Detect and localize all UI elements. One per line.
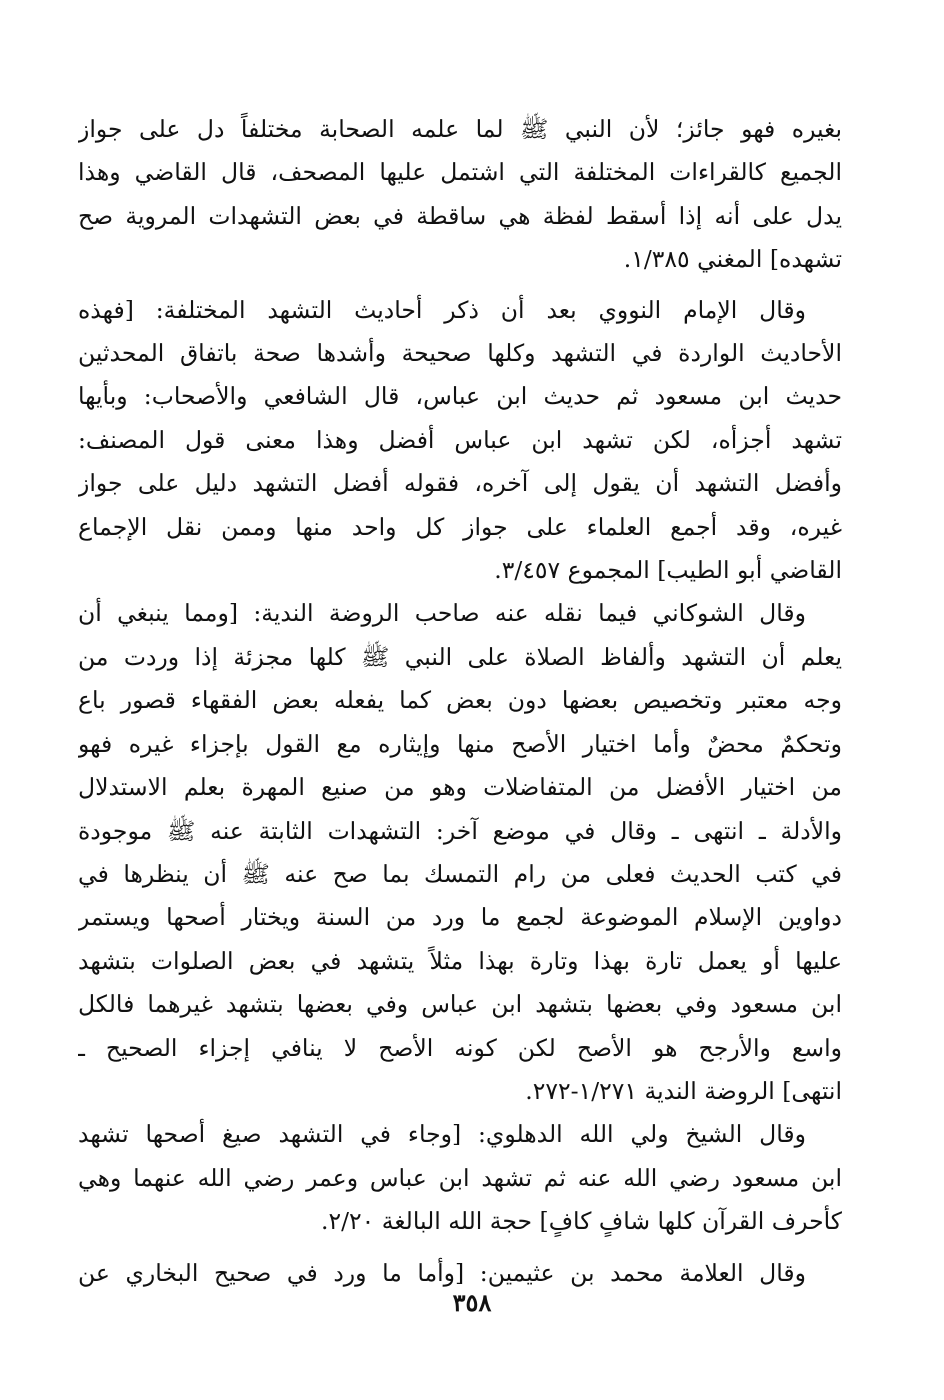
text-line: وقال الشوكاني فيما نقله عنه صاحب الروضة الندية: [ومما ينبغي أن	[78, 599, 806, 628]
page-number: ٣٥٨	[452, 1288, 492, 1317]
text-line: القاضي أبو الطيب] المجموع ٣/٤٥٧.	[494, 556, 842, 585]
page-body	[78, 108, 842, 1295]
text-line: واسع والأرجح هو الأصح لكن كونه الأصح لا ينافي إجزاء الصحيح ـ	[78, 1033, 842, 1062]
text-line: الأحاديث الواردة في التشهد وكلها صحيحة وأشدها صحة باتفاق المحدثين	[78, 339, 842, 368]
text-line: غيره، وقد أجمع العلماء على جواز كل واحد منها وممن نقل الإجماع	[78, 512, 842, 541]
text-line: وقال الإمام النووي بعد أن ذكر أحاديث التشهد المختلفة: [فهذه	[78, 295, 806, 324]
text-line: كأحرف القرآن كلها شافٍ كافٍ] حجة الله البالغة ٢/٢٠.	[320, 1207, 842, 1236]
text-line: تشهده] المغني ١/٣٨٥.	[623, 245, 842, 274]
text-line: يدل على أنه إذا أسقط لفظة هي ساقطة في بعض التشهدات المروية صح	[78, 201, 842, 230]
text-line: يعلم أن التشهد وألفاظ الصلاة على النبي ﷺ كلها مجزئة إذا وردت من	[78, 642, 842, 671]
text-line: من اختيار الأفضل من المتفاضلات وهو من صنيع المهرة بعلم الاستدلال	[78, 773, 842, 802]
text-line: وقال العلامة محمد بن عثيمين: [وأما ما ورد في صحيح البخاري عن	[78, 1258, 806, 1287]
text-line: بغيره فهو جائز؛ لأن النبي ﷺ لما علمه الصحابة مختلفاً دل على جواز	[78, 115, 842, 143]
text-line: والأدلة ـ انتهى ـ وقال في موضع آخر: التشهدات الثابتة عنه ﷺ موجودة	[78, 816, 842, 845]
paragraph-2	[78, 289, 842, 593]
text-line: في كتب الحديث فعلى من رام التمسك بما صح عنه ﷺ أن ينظرها في	[78, 859, 842, 888]
paragraph-4	[78, 1113, 842, 1243]
text-line: تشهد أجزأه، لكن تشهد ابن عباس أفضل وهذا معنى قول المصنف:	[78, 425, 842, 454]
text-line: ابن مسعود وفي بعضها بتشهد ابن عباس وفي بعضها بتشهد غيرهما فالكل	[78, 990, 842, 1019]
text-line: دواوين الإسلام الموضوعة لجمع ما ورد من السنة ويختار أصحها ويستمر	[78, 903, 842, 932]
text-line: وقال الشيخ ولي الله الدهلوي: [وجاء في التشهد صيغ أصحها تشهد	[78, 1120, 806, 1149]
text-line: وتحكمٌ محضٌ وأما اختيار الأصح منها وإيثاره مع القول بإجزاء غيره فهو	[78, 729, 842, 758]
text-line: الجميع كالقراءات المختلفة التي اشتمل عليها المصحف، قال القاضي وهذا	[78, 158, 842, 187]
text-line: وجه معتبر وتخصيص بعضها دون بعض كما يفعله بعض الفقهاء قصور باع	[78, 686, 842, 715]
text-line: ابن مسعود رضي الله عنه ثم تشهد ابن عباس وعمر رضي الله عنهما وهي	[78, 1163, 842, 1192]
text-line: عليها أو يعمل تارة بهذا وتارة بهذا مثلاً يتشهد في بعض الصلوات بتشهد	[78, 946, 842, 975]
paragraph-3	[78, 592, 842, 1113]
text-line: وأفضل التشهد أن يقول إلى آخره، فقوله أفضل التشهد دليل على جواز	[78, 469, 842, 498]
paragraph-1	[78, 108, 842, 282]
text-line: حديث ابن مسعود ثم حديث ابن عباس، قال الشافعي والأصحاب: وبأيها	[78, 382, 842, 411]
text-line: انتهى] الروضة الندية ١/٢٧١-٢٧٢.	[525, 1076, 842, 1105]
